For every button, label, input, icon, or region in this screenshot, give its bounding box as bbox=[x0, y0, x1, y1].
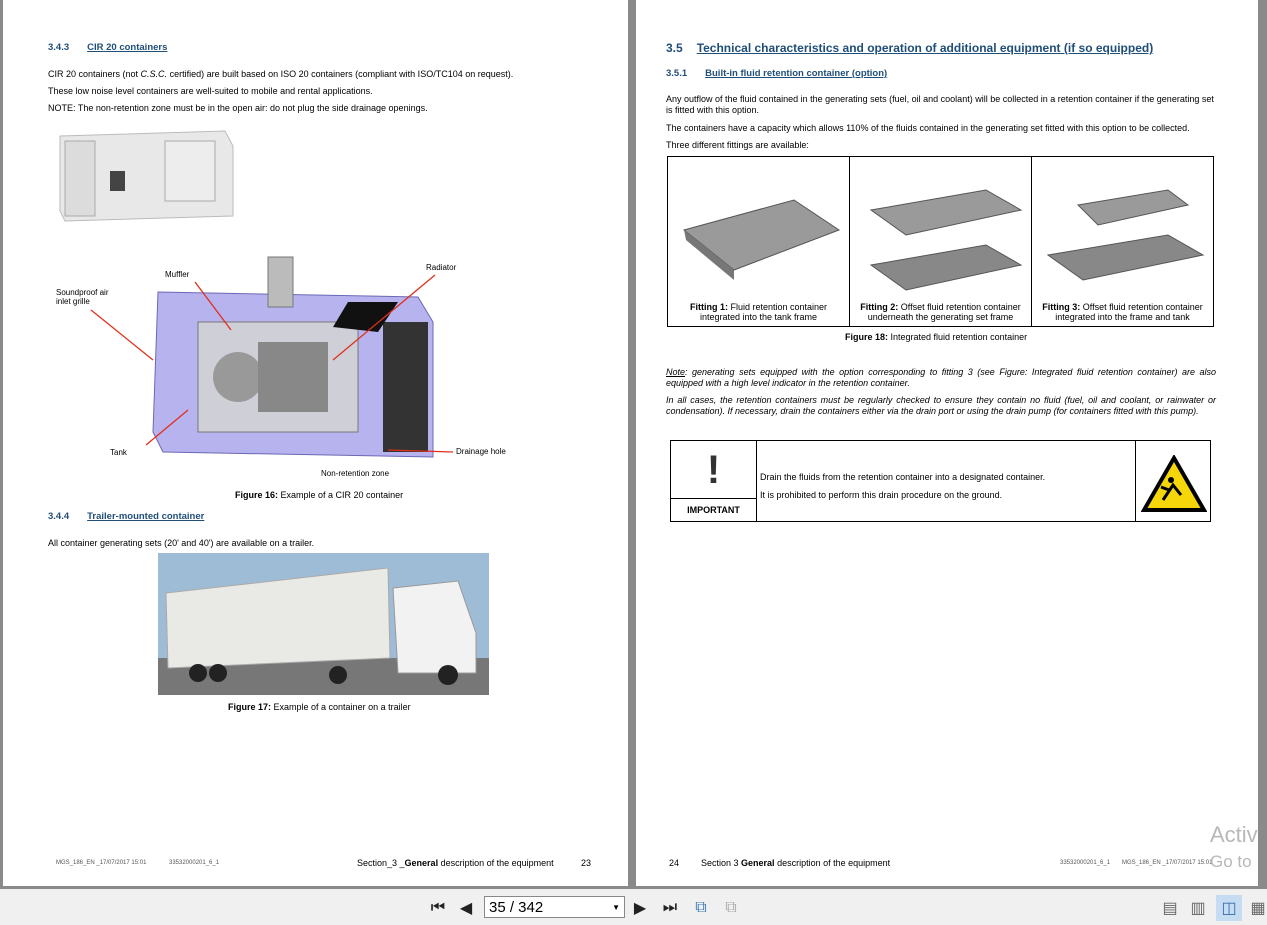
paragraph: In all cases, the retention containers must be regularly checked to ensure they contain no fluid (fuel, oil and coolant, or rainwater or condensation). If necessary, drain the containers either via the drain port or using the drain pump (for containers fitted with this pump). bbox=[666, 395, 1216, 416]
warning-text: It is prohibited to perform this drain procedure on the ground. bbox=[760, 490, 1003, 500]
caption-text: Integrated fluid retention container bbox=[888, 332, 1028, 342]
caption-text: Example of a CIR 20 container bbox=[278, 490, 404, 500]
footer-page-number: 23 bbox=[581, 858, 592, 868]
paragraph: NOTE: The non-retention zone must be in the open air: do not plug the side drainage openings. bbox=[48, 103, 428, 113]
footer-doc-id: MGS_186_EN _17/07/2017 15:01 bbox=[56, 860, 147, 866]
last-page-button[interactable]: ⏭ bbox=[662, 899, 678, 916]
note-paragraph bbox=[666, 367, 1216, 389]
two-page-continuous-view-icon[interactable]: ▦ bbox=[1250, 900, 1266, 917]
paragraph: Any outflow of the fluid contained in the generating sets (fuel, oil and coolant) will be collected in a retention container if the generating set is fitted with this option. bbox=[666, 94, 1214, 115]
fitting-label: Fitting 1: bbox=[689, 302, 728, 312]
next-view-icon[interactable]: ⧉ bbox=[725, 899, 737, 916]
figure-18-caption bbox=[845, 332, 1027, 342]
divider bbox=[1135, 441, 1136, 521]
activation-watermark: Activ bbox=[1210, 822, 1258, 847]
fitting-text: Offset fluid retention container underneath the generating set frame bbox=[867, 302, 1021, 322]
text: description of the equipment bbox=[774, 858, 891, 868]
caption-label: Figure 17: bbox=[228, 702, 272, 712]
slippery-floor-warning-icon bbox=[1141, 455, 1207, 513]
text: Section 3 bbox=[701, 858, 742, 868]
text-italic: C.S.C. bbox=[140, 69, 168, 79]
label-drainage-hole: Drainage hole bbox=[456, 447, 506, 456]
text: description of the equipment bbox=[438, 858, 554, 868]
fittings-table bbox=[667, 156, 1214, 327]
exclamation-icon: ! bbox=[671, 441, 757, 499]
text-bold: General bbox=[741, 858, 775, 868]
caption-label: Figure 18: bbox=[845, 332, 889, 342]
important-warning-box bbox=[670, 440, 1211, 522]
section-title: CIR 20 containers bbox=[87, 42, 168, 53]
fitting-2-cell bbox=[850, 157, 1032, 327]
footer-ref: 33532000201_6_1 bbox=[1060, 860, 1111, 866]
note-text: : generating sets equipped with the option corresponding to fitting 3 (see Figure: Integrated fluid retention container) are also equipped with a high level indicator in the retention container. bbox=[666, 367, 1216, 388]
chevron-down-icon: ▼ bbox=[612, 903, 620, 912]
paragraph: All container generating sets (20' and 40') are available on a trailer. bbox=[48, 538, 315, 548]
paragraph: The containers have a capacity which allows 110% of the fluids contained in the generating set fitted with this option to be collected. bbox=[666, 123, 1190, 133]
figure-17-caption bbox=[228, 702, 411, 712]
section-number: 3.5.1 bbox=[666, 68, 688, 79]
section-number: 3.5 bbox=[666, 41, 683, 55]
figure-16-caption bbox=[235, 490, 403, 500]
text: CIR 20 containers (not bbox=[48, 69, 141, 79]
page-number-value: 35 / 342 bbox=[489, 899, 544, 916]
note-label: Note bbox=[666, 367, 686, 377]
text-bold: General bbox=[404, 858, 439, 868]
next-page-button[interactable]: ▶ bbox=[633, 900, 647, 917]
label-non-retention-zone: Non-retention zone bbox=[321, 469, 390, 478]
paragraph: These low noise level containers are well-suited to mobile and rental applications. bbox=[48, 86, 373, 96]
footer-section bbox=[701, 858, 890, 868]
footer-section bbox=[357, 858, 554, 868]
fitting-3-image bbox=[1038, 180, 1208, 300]
fitting-text: Fluid retention container integrated into the tank frame bbox=[699, 302, 828, 322]
pdf-page-24 bbox=[636, 0, 1258, 886]
section-number: 3.4.4 bbox=[48, 511, 70, 522]
fitting-3-cell bbox=[1032, 157, 1214, 327]
pdf-navigation-toolbar bbox=[0, 889, 1267, 925]
fitting-1-image bbox=[674, 180, 844, 300]
trailer-photo bbox=[158, 553, 489, 695]
warning-level: IMPORTANT bbox=[671, 499, 757, 522]
fitting-text: Offset fluid retention container integrated into the frame and tank bbox=[1055, 302, 1203, 322]
label-radiator: Radiator bbox=[426, 263, 457, 272]
footer-page-number: 24 bbox=[669, 858, 680, 868]
section-title: Technical characteristics and operation of additional equipment (if so equipped) bbox=[696, 41, 1154, 55]
text: Section_3 _ bbox=[357, 858, 405, 868]
fitting-label: Fitting 2: bbox=[860, 302, 899, 312]
caption-text: Example of a container on a trailer bbox=[271, 702, 411, 712]
section-title: Trailer-mounted container bbox=[87, 511, 205, 522]
section-heading-3-5 bbox=[666, 41, 1153, 55]
section-number: 3.4.3 bbox=[48, 42, 70, 53]
section-heading-3-5-1 bbox=[666, 68, 887, 79]
caption-label: Figure 16: bbox=[235, 490, 279, 500]
previous-page-button[interactable]: ◀ bbox=[459, 900, 473, 917]
fitting-1-cell bbox=[668, 157, 850, 327]
section-heading-3-4-4 bbox=[48, 511, 204, 522]
section-title: Built-in fluid retention container (option) bbox=[705, 68, 888, 79]
fitting-2-image bbox=[856, 180, 1026, 300]
diagram-callout-arrows bbox=[3, 0, 628, 500]
footer-ref: 33532000201_6_1 bbox=[169, 860, 220, 866]
previous-view-icon[interactable]: ⧉ bbox=[695, 899, 707, 916]
fitting-label: Fitting 3: bbox=[1042, 302, 1081, 312]
label-inlet-grille: inlet grille bbox=[56, 297, 90, 306]
footer-doc-id: MGS_186_EN _17/07/2017 15:01 bbox=[1122, 860, 1213, 866]
warning-text: Drain the fluids from the retention container into a designated container. bbox=[760, 472, 1046, 482]
continuous-view-icon[interactable]: ▥ bbox=[1190, 900, 1206, 917]
label-soundproof: Soundproof air bbox=[56, 288, 109, 297]
paragraph: Three different fittings are available: bbox=[666, 140, 809, 150]
pdf-page-23 bbox=[3, 0, 628, 886]
single-page-view-icon[interactable]: ▤ bbox=[1162, 900, 1178, 917]
activation-watermark: Go to bbox=[1210, 852, 1252, 871]
two-page-view-icon[interactable]: ◫ bbox=[1216, 895, 1242, 921]
text: certified) are built based on ISO 20 containers (compliant with ISO/TC104 on request). bbox=[167, 69, 514, 79]
label-muffler: Muffler bbox=[165, 270, 190, 279]
page-number-select[interactable] bbox=[484, 896, 625, 918]
first-page-button[interactable]: ⏮ bbox=[430, 899, 446, 916]
label-tank: Tank bbox=[110, 448, 127, 457]
